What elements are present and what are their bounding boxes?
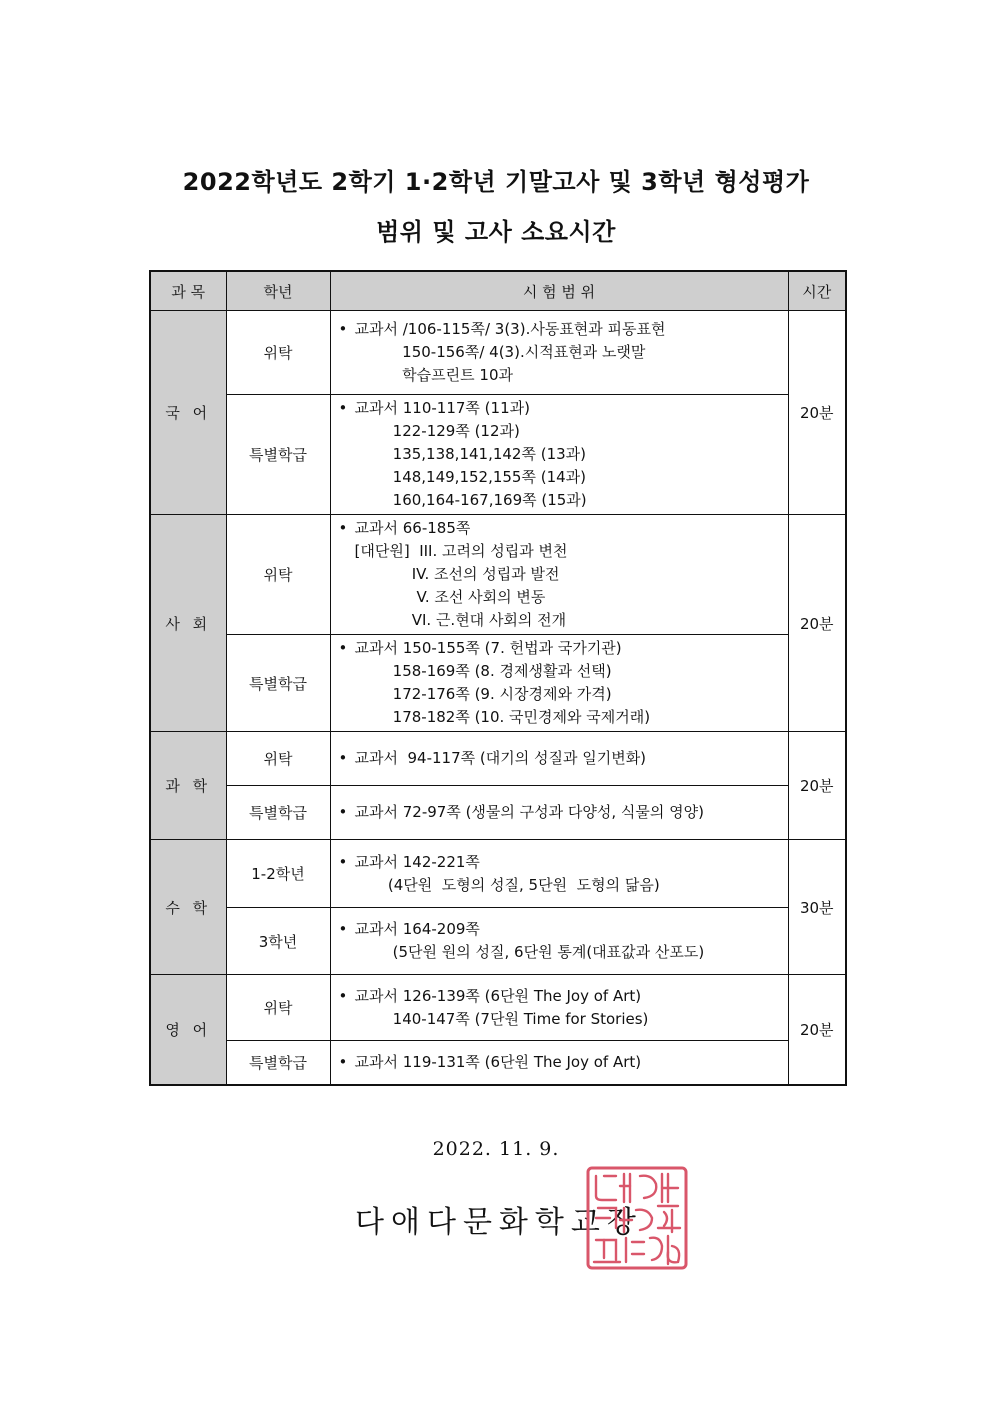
subject-cell: 수 학 (150, 840, 226, 975)
subject-cell: 영 어 (150, 975, 226, 1085)
range-line: 학습프린트 10과 (354, 366, 513, 384)
range-line: 교과서 126-139쪽 (6단원 The Joy of Art) (354, 986, 642, 1005)
grade-cell: 특별학급 (226, 1041, 330, 1085)
range-line: 교과서 110-117쪽 (11과) (354, 399, 530, 417)
range-line: 교과서 164-209쪽 (354, 920, 480, 938)
seal-stroke (664, 1212, 667, 1226)
seal-stroke (640, 1176, 656, 1198)
range-line: (4단원 도형의 성질, 5단원 도형의 닮음) (354, 875, 660, 894)
range-line: 교과서 72-97쪽 (생물의 구성과 다양성, 식물의 영양) (354, 803, 704, 821)
grade-cell: 위탁 (226, 975, 330, 1041)
header-range: 시 험 범 위 (330, 271, 788, 311)
range-line: 160,164-167,169쪽 (15과) (354, 491, 587, 509)
range-cell (330, 1041, 788, 1085)
signer-name: 다애다문화학교장 (355, 1205, 643, 1240)
table-row (150, 975, 846, 1041)
table-row (150, 311, 846, 395)
range-line: 교과서 142-221쪽 (354, 852, 480, 871)
grade-cell: 특별학급 (226, 395, 330, 515)
range-cell (330, 515, 788, 635)
range-line: 교과서 119-131쪽 (6단원 The Joy of Art) (354, 1052, 642, 1071)
seal-stroke (596, 1176, 616, 1200)
table-row (150, 395, 846, 515)
header-subject: 과 목 (150, 271, 226, 311)
range-line: 158-169쪽 (8. 경제생활과 선택) (354, 662, 612, 680)
time-cell: 20분 (788, 515, 846, 732)
grade-cell: 특별학급 (226, 635, 330, 732)
bullet-icon: • (338, 320, 348, 338)
range-cell (330, 635, 788, 732)
subject-cell: 국 어 (150, 311, 226, 515)
grade-cell: 특별학급 (226, 786, 330, 840)
range-line: IV. 조선의 성립과 발전 (354, 565, 560, 583)
grade-cell: 위탁 (226, 515, 330, 635)
table-row (150, 1041, 846, 1085)
bullet-icon: • (338, 639, 348, 657)
time-cell: 30분 (788, 840, 846, 975)
seal-stroke (650, 1238, 662, 1260)
bullet-icon: • (338, 1052, 348, 1071)
table-row (150, 908, 846, 975)
grade-cell: 위탁 (226, 732, 330, 786)
range-line: 135,138,141,142쪽 (13과) (354, 445, 587, 463)
table-row (150, 515, 846, 635)
document-subtitle: 범위 및 고사 소요시간 (376, 218, 616, 246)
official-seal-stamp (586, 1166, 688, 1270)
document-date: 2022. 11. 9. (432, 1138, 560, 1160)
bullet-icon: • (338, 803, 348, 821)
range-line: VI. 근.현대 사회의 전개 (354, 611, 567, 629)
range-line: 148,149,152,155쪽 (14과) (354, 468, 587, 486)
table-row (150, 840, 846, 908)
range-line: 150-156쪽/ 4(3).시적표현과 노랫말 (354, 343, 646, 361)
subject-cell: 사 회 (150, 515, 226, 732)
range-cell (330, 840, 788, 908)
range-line: [대단원] III. 고려의 성립과 변천 (354, 542, 568, 560)
range-line: 122-129쪽 (12과) (354, 422, 520, 440)
range-cell (330, 395, 788, 515)
table-row (150, 732, 846, 786)
range-line: 172-176쪽 (9. 시장경제와 가격) (354, 685, 612, 703)
range-line: 교과서 /106-115쪽/ 3(3).사동표현과 피동표현 (354, 320, 666, 338)
time-cell: 20분 (788, 732, 846, 840)
range-cell (330, 732, 788, 786)
time-cell: 20분 (788, 311, 846, 515)
time-cell: 20분 (788, 975, 846, 1085)
range-line: 140-147쪽 (7단원 Time for Stories) (354, 1009, 649, 1028)
range-cell (330, 786, 788, 840)
header-grade: 학년 (226, 271, 330, 311)
bullet-icon: • (338, 519, 348, 537)
range-cell (330, 975, 788, 1041)
header-time: 시간 (788, 271, 846, 311)
range-cell (330, 908, 788, 975)
subject-cell: 과 학 (150, 732, 226, 840)
bullet-icon: • (338, 399, 348, 417)
bullet-icon: • (338, 986, 348, 1005)
table-header-row (150, 271, 846, 311)
table-row (150, 786, 846, 840)
seal-stroke (596, 1240, 616, 1260)
range-line: (5단원 원의 성질, 6단원 통계(대표값과 산포도) (354, 943, 705, 961)
bullet-icon: • (338, 749, 348, 767)
grade-cell: 1-2학년 (226, 840, 330, 908)
range-line: 교과서 94-117쪽 (대기의 성질과 일기변화) (354, 749, 647, 767)
grade-cell: 3학년 (226, 908, 330, 975)
range-line: V. 조선 사회의 변동 (354, 588, 546, 606)
range-cell (330, 311, 788, 395)
range-line: 178-182쪽 (10. 국민경제와 국제거래) (354, 708, 651, 726)
exam-range-table (149, 270, 847, 1086)
seal-stroke (636, 1210, 652, 1230)
range-line: 교과서 150-155쪽 (7. 헌법과 국가기관) (354, 639, 622, 657)
bullet-icon: • (338, 920, 348, 938)
range-line: 교과서 66-185쪽 (354, 519, 471, 537)
grade-cell: 위탁 (226, 311, 330, 395)
bullet-icon: • (338, 852, 348, 871)
seal-stroke (668, 1246, 679, 1262)
document-title: 2022학년도 2학기 1·2학년 기말고사 및 3학년 형성평가 (182, 168, 810, 196)
table-row (150, 635, 846, 732)
